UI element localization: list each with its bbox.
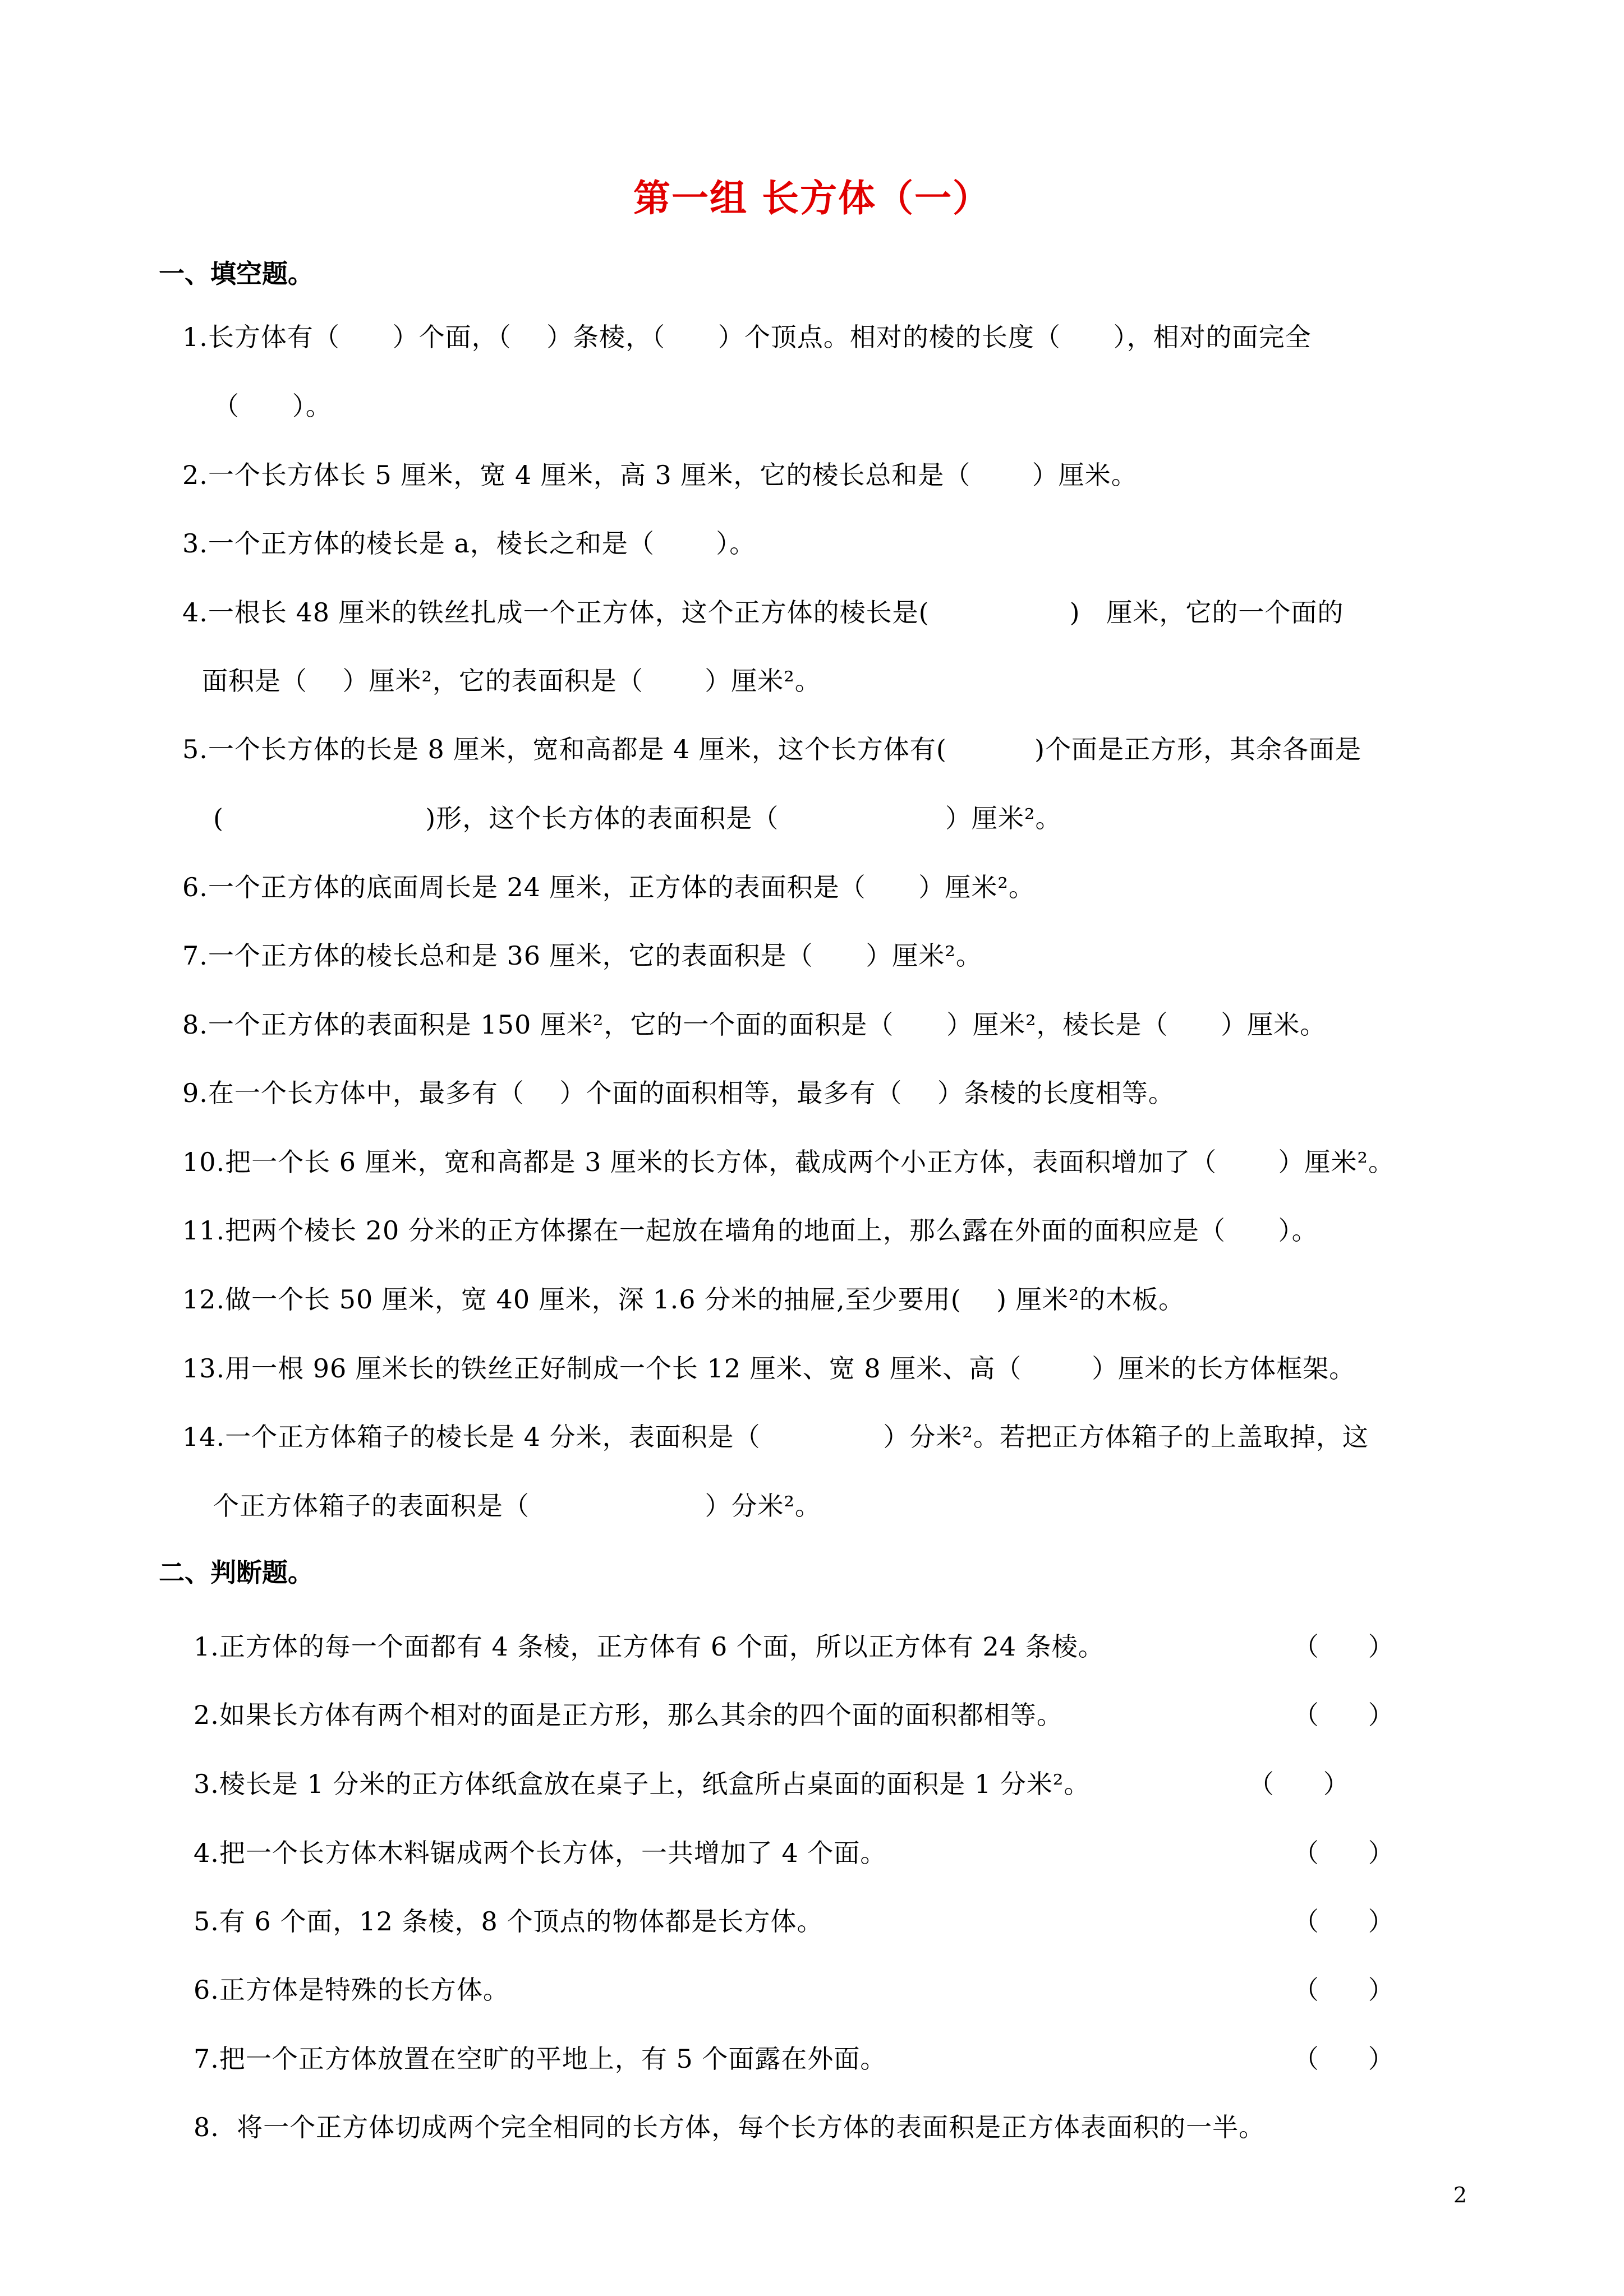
- answer-blank[interactable]: （ ）: [1248, 1769, 1349, 1799]
- question-line: 9.在一个长方体中，最多有（ ）个面的面积相等，最多有（ ）条棱的长度相等。: [182, 1078, 1175, 1108]
- question-line: 7.一个正方体的棱长总和是 36 厘米，它的表面积是（ ）厘米²。: [182, 940, 982, 971]
- question-line: 2.一个长方体长 5 厘米，宽 4 厘米，高 3 厘米，它的棱长总和是（ ）厘米。: [182, 460, 1138, 490]
- question-line: 1.长方体有（ ）个面，（ ）条棱，（ ）个顶点。相对的棱的长度（ ），相对的面完全: [182, 322, 1312, 352]
- answer-blank[interactable]: （ ）: [1293, 2044, 1394, 2074]
- question-line: 13.用一根 96 厘米长的铁丝正好制成一个长 12 厘米、宽 8 厘米、高（ ）厘米的长方体框架。: [182, 1353, 1356, 1384]
- question-line: （ ）。: [213, 391, 332, 421]
- judgement-text: 8. 将一个正方体切成两个完全相同的长方体，每个长方体的表面积是正方体表面积的一半。: [194, 2112, 1266, 2142]
- section-heading-fill-in: 一、填空题。: [159, 259, 314, 289]
- question-line: 8.一个正方体的表面积是 150 厘米²，它的一个面的面积是（ ）厘米²，棱长是（ ）厘米。: [182, 1009, 1327, 1040]
- judgement-text: 4.把一个长方体木料锯成两个长方体，一共增加了 4 个面。: [194, 1838, 887, 1868]
- question-line: 11.把两个棱长 20 分米的正方体摞在一起放在墙角的地面上，那么露在外面的面积应是（ ）。: [182, 1215, 1318, 1246]
- question-line: 12.做一个长 50 厘米，宽 40 厘米，深 1.6 分米的抽屉,至少要用( ) 厘米²的木板。: [182, 1284, 1185, 1315]
- judgement-text: 7.把一个正方体放置在空旷的平地上，有 5 个面露在外面。: [194, 2044, 887, 2074]
- answer-blank[interactable]: （ ）: [1293, 1906, 1394, 1937]
- question-line: 6.一个正方体的底面周长是 24 厘米，正方体的表面积是（ ）厘米²。: [182, 872, 1035, 902]
- judgement-item: [194, 2107, 1397, 2198]
- page-number: 2: [1453, 2183, 1467, 2207]
- judgement-text: 1.正方体的每一个面都有 4 条棱，正方体有 6 个面，所以正方体有 24 条棱。: [194, 1631, 1105, 1662]
- judgement-text: 3.棱长是 1 分米的正方体纸盒放在桌子上，纸盒所占桌面的面积是 1 分米²。: [194, 1769, 1091, 1799]
- judgement-text: 5.有 6 个面，12 条棱，8 个顶点的物体都是长方体。: [194, 1906, 823, 1937]
- judgement-text: 6.正方体是特殊的长方体。: [194, 1975, 509, 2005]
- question-line: ( )形，这个长方体的表面积是（ ）厘米²。: [213, 803, 1062, 833]
- question-line: 10.把一个长 6 厘米，宽和高都是 3 厘米的长方体，截成两个小正方体，表面积增加了（ ）厘米²。: [182, 1147, 1395, 1177]
- question-line: 3.一个正方体的棱长是 a，棱长之和是（ ）。: [182, 528, 756, 559]
- judgement-text: 2.如果长方体有两个相对的面是正方形，那么其余的四个面的面积都相等。: [194, 1700, 1063, 1730]
- question-line: 个正方体箱子的表面积是（ ）分米²。: [213, 1491, 821, 1521]
- page-title: 第一组 长方体（一）: [633, 176, 991, 220]
- section-heading-true-false: 二、判断题。: [159, 1557, 314, 1588]
- answer-blank[interactable]: （ ）: [1293, 1838, 1394, 1868]
- question-line: 14.一个正方体箱子的棱长是 4 分米，表面积是（ ）分米²。若把正方体箱子的上盖取掉，这: [182, 1422, 1369, 1452]
- question-line: 面积是（ ）厘米²，它的表面积是（ ）厘米²。: [202, 666, 821, 696]
- answer-blank[interactable]: （ ）: [1293, 1631, 1394, 1662]
- answer-blank[interactable]: （ ）: [1293, 1975, 1394, 2005]
- question-line: 5.一个长方体的长是 8 厘米，宽和高都是 4 厘米，这个长方体有( )个面是正方形，其余各面是: [182, 734, 1362, 764]
- question-line: 4.一根长 48 厘米的铁丝扎成一个正方体，这个正方体的棱长是( ) 厘米，它的一个面的: [182, 597, 1344, 628]
- answer-blank[interactable]: （ ）: [1293, 1700, 1394, 1730]
